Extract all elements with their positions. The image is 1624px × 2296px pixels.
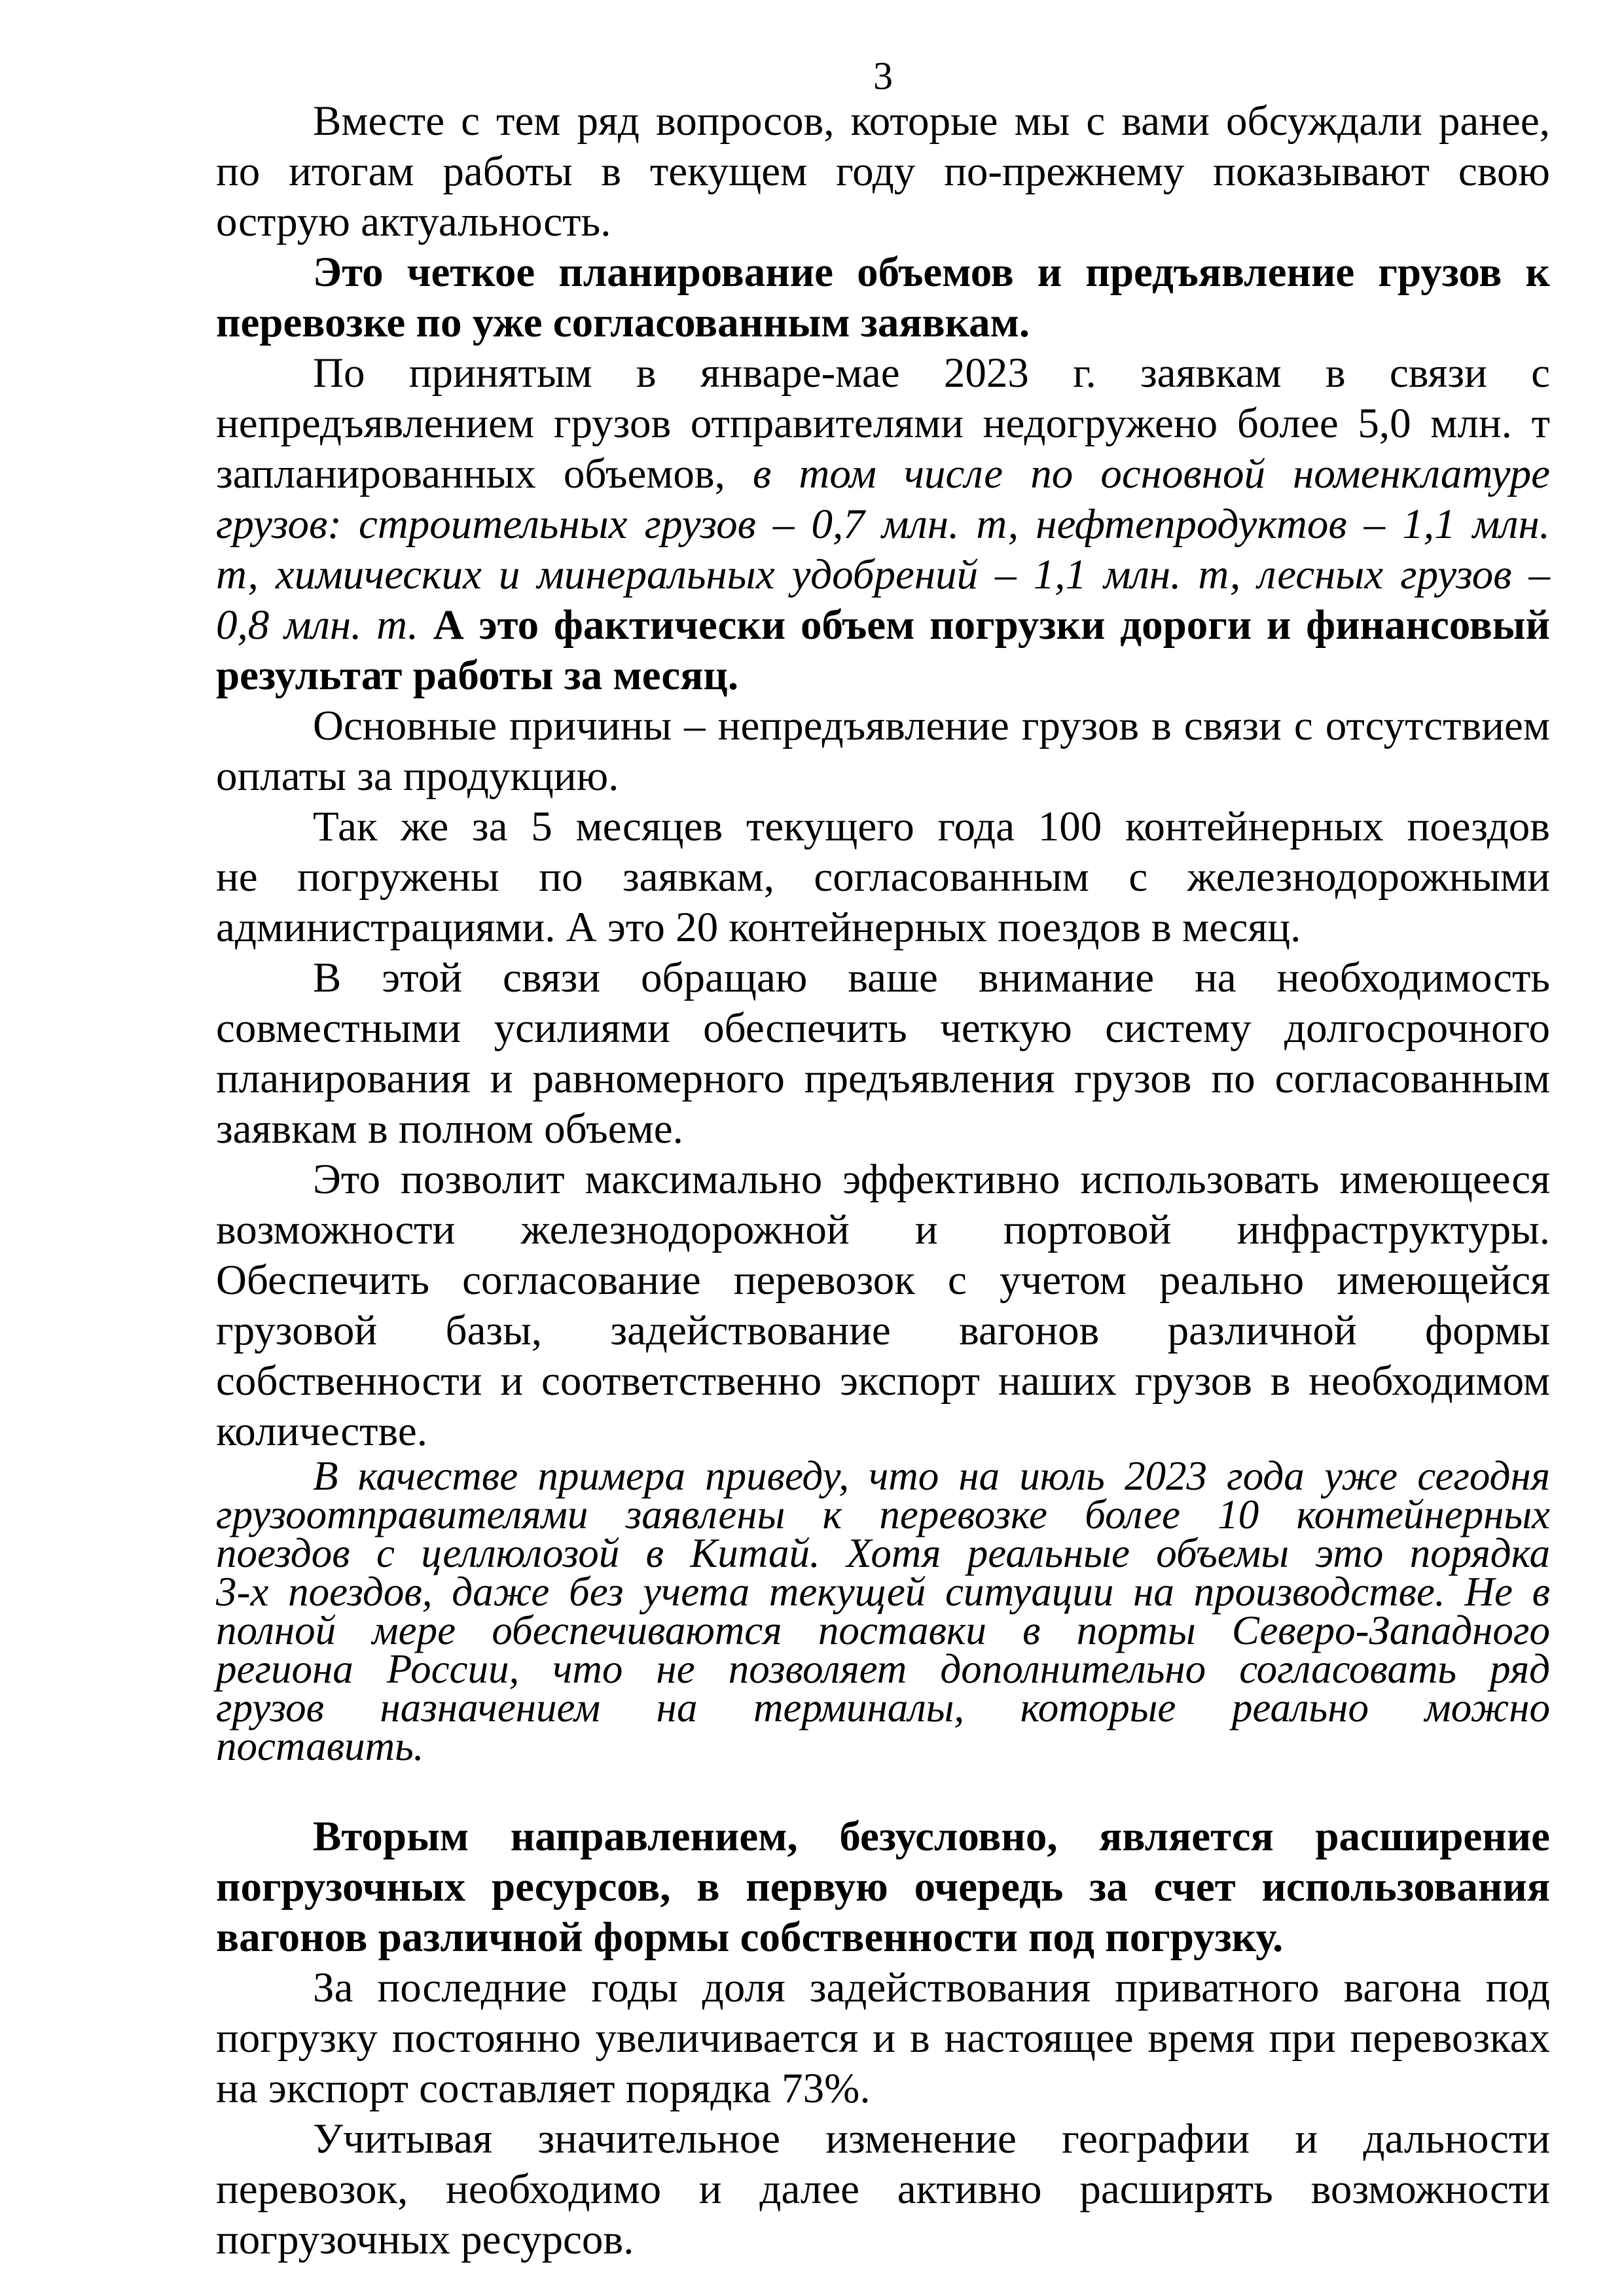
text-line	[216, 1356, 1550, 1407]
paragraph	[216, 1812, 1550, 1963]
text-run: погрузочных ресурсов.	[216, 2216, 634, 2263]
text-run: перевозок, необходимо и далее активно расширять возможности	[216, 2166, 1550, 2213]
text-run: непредъявлением грузов отправителями недогружено более 5,0 млн. т	[216, 400, 1550, 447]
text-line	[216, 2164, 1550, 2215]
text-run: администрациями. А это 20 контейнерных поездов в месяц.	[216, 904, 1301, 951]
paragraph	[216, 2114, 1550, 2265]
text-run: 0,8 млн. т.	[216, 601, 419, 649]
text-line	[216, 701, 1550, 751]
text-run: Основные причины – непредъявление грузов в связи с отсутствием	[313, 702, 1550, 749]
paragraph	[216, 701, 1550, 802]
text-run: погрузку постоянно увеличивается и в настоящее время при перевозках	[216, 2015, 1550, 2062]
text-line	[216, 147, 1550, 197]
text-line	[216, 2013, 1550, 2064]
text-line	[216, 197, 1550, 247]
text-line	[216, 2114, 1550, 2164]
text-run: погрузочных ресурсов, в первую очередь за счет использования	[216, 1863, 1550, 1910]
text-run: В качестве примера приведу, что на июль 2023 года уже сегодня	[313, 1453, 1550, 1499]
text-line	[216, 399, 1550, 449]
text-run: возможности железнодорожной и портовой инфраструктуры.	[216, 1206, 1550, 1253]
text-line	[216, 1104, 1550, 1155]
text-line	[216, 247, 1550, 298]
text-line	[216, 600, 1550, 651]
text-run: 3-х поездов, даже без учета текущей ситуации на производстве. Не в	[216, 1569, 1550, 1615]
text-line	[216, 1492, 1550, 1537]
text-run: в том числе по основной номенклатуре	[753, 450, 1550, 497]
text-run: результат работы за месяц.	[216, 652, 739, 699]
text-line	[216, 1723, 1550, 1769]
text-run: полной мере обеспечиваются поставки в порты Северо-Западного	[216, 1607, 1550, 1653]
text-run: собственности и соответственно экспорт наших грузов в необходимом	[216, 1357, 1550, 1405]
text-run: по итогам работы в текущем году по-прежнему показывают свою	[216, 148, 1550, 195]
paragraph	[216, 96, 1550, 247]
text-line	[216, 852, 1550, 903]
text-line	[216, 802, 1550, 852]
text-run: А это фактически объем погрузки дороги и финансовый	[418, 601, 1550, 649]
text-run: т, химических и минеральных удобрений – 1,1 млн. т, лесных грузов –	[216, 551, 1550, 598]
text-line	[216, 1685, 1550, 1731]
text-run: на экспорт составляет порядка 73%.	[216, 2065, 871, 2112]
text-run: Так же за 5 месяцев текущего года 100 контейнерных поездов	[313, 803, 1550, 850]
text-run: количестве.	[216, 1408, 427, 1455]
text-run: Это четкое планирование объемов и предъявление грузов к	[313, 249, 1550, 296]
text-run: грузоотправителями заявлены к перевозке более 10 контейнерных	[216, 1492, 1550, 1537]
text-run: Вторым направлением, безусловно, является расширение	[313, 1813, 1550, 1860]
text-run: За последние годы доля задействования приватного вагона под	[313, 1964, 1550, 2011]
text-run: поставить.	[216, 1723, 424, 1769]
paragraph	[216, 1963, 1550, 2114]
text-line	[216, 1569, 1550, 1615]
text-run: Вместе с тем ряд вопросов, которые мы с вами обсуждали ранее,	[313, 98, 1550, 145]
text-run: заявкам в полном объеме.	[216, 1105, 683, 1153]
text-run: планирования и равномерного предъявления грузов по согласованным	[216, 1055, 1550, 1102]
text-run: не погружены по заявкам, согласованным с железнодорожными	[216, 853, 1550, 901]
text-line	[216, 1155, 1550, 1205]
text-line	[216, 298, 1550, 348]
page-number: 3	[873, 54, 893, 98]
text-line	[216, 449, 1550, 499]
text-run: В этой связи обращаю ваше внимание на необходимость	[313, 954, 1550, 1001]
text-line	[216, 651, 1550, 701]
text-line	[216, 903, 1550, 953]
paragraph	[216, 247, 1550, 348]
text-run: вагонов различной формы собственности под погрузку.	[216, 1914, 1284, 1961]
text-line	[216, 1963, 1550, 2013]
document-body	[216, 96, 1550, 2265]
text-line	[216, 2215, 1550, 2265]
text-line	[216, 1912, 1550, 1963]
text-line	[216, 1255, 1550, 1306]
text-line	[216, 1453, 1550, 1499]
paragraph	[216, 953, 1550, 1155]
text-line	[216, 1646, 1550, 1692]
text-line	[216, 1054, 1550, 1104]
paragraph	[216, 1155, 1550, 1457]
text-line	[216, 96, 1550, 147]
text-line	[216, 1812, 1550, 1862]
paragraph	[216, 1453, 1550, 1769]
text-line	[216, 348, 1550, 399]
text-line	[216, 1306, 1550, 1356]
text-run: острую актуальность.	[216, 198, 611, 245]
text-run: Это позволит максимально эффективно использовать имеющееся	[313, 1156, 1550, 1203]
text-run: совместными усилиями обеспечить четкую систему долгосрочного	[216, 1005, 1550, 1052]
text-run: грузов назначением на терминалы, которые реально можно	[216, 1685, 1550, 1731]
text-line	[216, 751, 1550, 802]
text-run: региона России, что не позволяет дополнительно согласовать ряд	[216, 1646, 1550, 1692]
text-line	[216, 953, 1550, 1003]
text-line	[216, 1003, 1550, 1054]
text-run: грузовой базы, задействование вагонов различной формы	[216, 1307, 1550, 1354]
text-run: перевозке по уже согласованным заявкам.	[216, 299, 1030, 346]
text-line	[216, 1607, 1550, 1653]
text-line	[216, 1862, 1550, 1912]
text-run: поездов с целлюлозой в Китай. Хотя реальные объемы это порядка	[216, 1530, 1550, 1576]
text-run: Учитывая значительное изменение географии и дальности	[313, 2115, 1550, 2162]
text-run: По принятым в январе-мае 2023 г. заявкам в связи с	[313, 350, 1550, 397]
text-line	[216, 1530, 1550, 1576]
paragraph	[216, 802, 1550, 953]
text-run: запланированных объемов,	[216, 450, 753, 497]
text-line	[216, 499, 1550, 550]
text-run: грузов: строительных грузов – 0,7 млн. т, нефтепродуктов – 1,1 млн.	[216, 501, 1550, 548]
text-line	[216, 1407, 1550, 1457]
text-line	[216, 2064, 1550, 2114]
paragraph	[216, 348, 1550, 701]
text-line	[216, 550, 1550, 600]
text-run: оплаты за продукцию.	[216, 753, 619, 800]
text-line	[216, 1205, 1550, 1255]
text-run: Обеспечить согласование перевозок с учетом реально имеющейся	[216, 1257, 1550, 1304]
